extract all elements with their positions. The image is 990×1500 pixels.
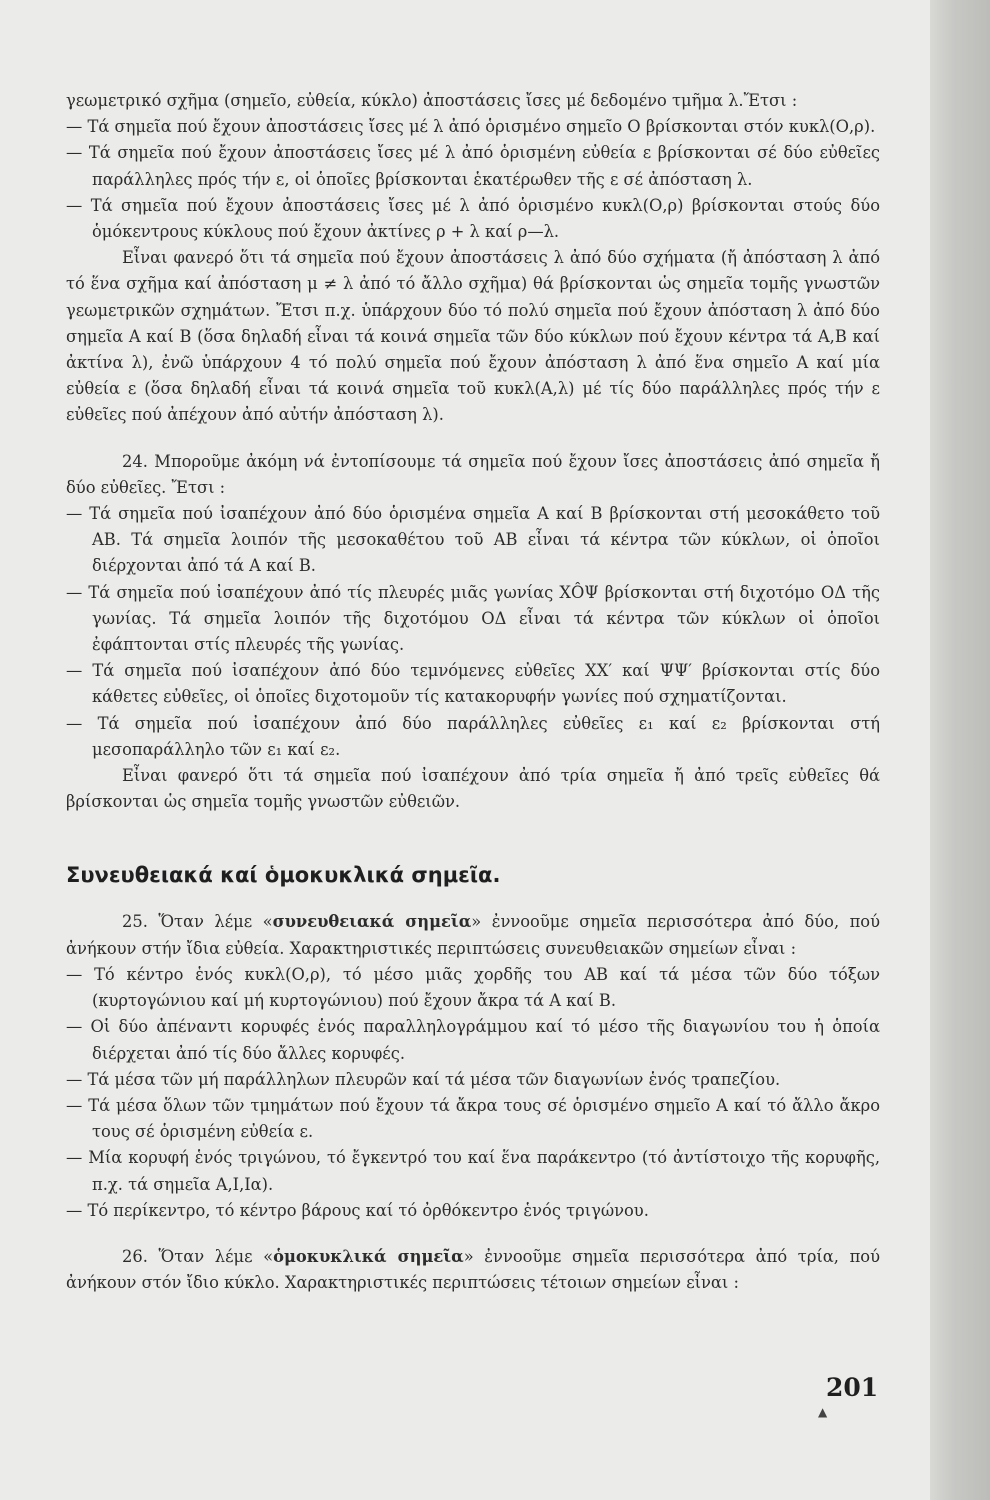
- list-item: — Τά σημεῖα πού ἔχουν ἀποστάσεις ἴσες μέ λ ἀπό ὁρισμένη εὐθεία ε βρίσκονται σέ δύο εὐθεῖες παράλληλες πρός τήν ε, οἱ ὁποῖες βρίσκονται ἑκατέρωθεν τῆς ε σέ ἀπόσταση λ.: [66, 143, 880, 189]
- scan-edge-strip: [930, 0, 990, 1500]
- text-fragment: » ἐννοοῦμε σημεῖα περισσότερα ἀπό δύο, πού ἀνήκουν στήν ἴδια εὐθεία. Χαρακτηριστικές περιπτώσεις συνευθειακῶν σημείων εἶναι :: [66, 912, 881, 958]
- list-item: — Τά μέσα ὅλων τῶν τμημάτων πού ἔχουν τά ἄκρα τους σέ ὁρισμένο σημεῖο Α καί τό ἄλλο ἄκρο τους σέ ὁρισμένη εὐθεία ε.: [66, 1095, 880, 1142]
- page-number: 201: [826, 1373, 879, 1402]
- text-fragment: » ἐννοοῦμε σημεῖα περισσότερα ἀπό τρία, πού ἀνήκουν στόν ἴδιο κύκλο. Χαρακτηριστικές περιπτώσεις τέτοιων σημείων εἶναι :: [66, 1246, 880, 1293]
- list-item: — Τό περίκεντρο, τό κέντρο βάρους καί τό ὀρθόκεντρο ἑνός τριγώνου.: [66, 1200, 649, 1220]
- list-item: — Μία κορυφή ἑνός τριγώνου, τό ἔγκεντρό του καί ἕνα παράκεντρο (τό ἀντίστοιχο τῆς κορυφῆς, π.χ. τά σημεῖα Α,Ι,Ια).: [66, 1148, 880, 1194]
- paragraph-intro: γεωμετρικό σχῆμα (σημεῖο, εὐθεία, κύκλο) ἀποστάσεις ἴσες μέ δεδομένο τμῆμα λ.Ἔτσι :: [66, 91, 798, 110]
- bold-term: συνευθειακά σημεῖα: [272, 912, 472, 932]
- text-fragment: 26. Ὅταν λέμε «: [122, 1246, 274, 1266]
- bold-term: ὁμοκυκλικά σημεῖα: [273, 1246, 464, 1266]
- paragraph-24: 24. Μποροῦμε ἀκόμη νά ἐντοπίσουμε τά σημεῖα πού ἔχουν ἴσες ἀποστάσεις ἀπό σημεῖα ἤ δύο εὐθεῖες. Ἔτσι :: [66, 451, 880, 497]
- list-item: — Τά σημεῖα πού ἔχουν ἀποστάσεις ἴσες μέ λ ἀπό ὁρισμένο σημεῖο Ο βρίσκονται στόν κυκλ(Ο,ρ).: [66, 117, 876, 137]
- paragraph-25: [66, 909, 880, 961]
- list-item: — Τά μέσα τῶν μή παράλληλων πλευρῶν καί τά μέσα τῶν διαγωνίων ἑνός τραπεζίου.: [66, 1069, 781, 1089]
- list-item: — Τά σημεῖα πού ἰσαπέχουν ἀπό τίς πλευρές μιᾶς γωνίας ΧÔΨ βρίσκονται στή διχοτόμο ΟΔ τῆς γωνίας. Τά σημεῖα λοιπόν τῆς διχοτόμου ΟΔ εἶναι τά κέντρα τῶν κύκλων οἱ ὁποῖοι ἐφάπτονται στίς πλευρές τῆς γωνίας.: [66, 582, 880, 655]
- list-item: — Τά σημεῖα πού ἰσαπέχουν ἀπό δύο ὁρισμένα σημεῖα Α καί Β βρίσκονται στή μεσοκάθετο τοῦ ΑΒ. Τά σημεῖα λοιπόν τῆς μεσοκαθέτου τοῦ ΑΒ εἶναι τά κέντρα τῶν κύκλων, οἱ ὁποῖοι διέρχονται ἀπό τά Α καί Β.: [66, 504, 880, 576]
- list-item: — Τά σημεῖα πού ἰσαπέχουν ἀπό δύο τεμνόμενες εὐθεῖες ΧΧ′ καί ΨΨ′ βρίσκονται στίς δύο κάθετες εὐθεῖες, οἱ ὁποῖες διχοτομοῦν τίς κατακορυφήν γωνίες πού σχηματίζονται.: [66, 661, 880, 707]
- list-item: — Τό κέντρο ἑνός κυκλ(Ο,ρ), τό μέσο μιᾶς χορδῆς του ΑΒ καί τά μέσα τῶν δύο τόξων (κυρτογώνιου καί μή κυρτογώνιου) πού ἔχουν ἄκρα τά Α καί Β.: [66, 964, 880, 1011]
- paragraph-26: [66, 1244, 880, 1296]
- printer-mark-icon: ▲: [818, 1405, 828, 1419]
- list-item: — Οἱ δύο ἀπέναντι κορυφές ἑνός παραλληλογράμμου καί τό μέσο τῆς διαγωνίου του ἡ ὁποία διέρχεται ἀπό τίς δύο ἄλλες κορυφές.: [66, 1017, 880, 1063]
- list-item: — Τά σημεῖα πού ἔχουν ἀποστάσεις ἴσες μέ λ ἀπό ὁρισμένο κυκλ(Ο,ρ) βρίσκονται στούς δύο ὁμόκεντρους κύκλους πού ἔχουν ἀκτίνες ρ + λ καί ρ—λ.: [66, 195, 880, 242]
- paragraph: Εἶναι φανερό ὅτι τά σημεῖα πού ἰσαπέχουν ἀπό τρία σημεῖα ἤ ἀπό τρεῖς εὐθεῖες θά βρίσκονται ὡς σημεῖα τομῆς γνωστῶν εὐθειῶν.: [66, 766, 880, 812]
- section-heading: Συνευθειακά καί ὁμοκυκλικά σημεῖα.: [66, 863, 501, 888]
- book-page-text: [66, 88, 880, 1296]
- text-fragment: 25. Ὅταν λέμε «: [122, 912, 273, 932]
- list-item: — Τά σημεῖα πού ἰσαπέχουν ἀπό δύο παράλληλες εὐθεῖες ε₁ καί ε₂ βρίσκονται στή μεσοπαράλληλο τῶν ε₁ καί ε₂.: [66, 713, 880, 759]
- paragraph: Εἶναι φανερό ὅτι τά σημεῖα πού ἔχουν ἀποστάσεις λ ἀπό δύο σχήματα (ἤ ἀπόσταση λ ἀπό τό ἕνα σχῆμα καί ἀπόσταση μ ≠ λ ἀπό τό ἄλλο σχῆμα) θά βρίσκονται ὡς σημεῖα τομῆς γνωστῶν γεωμετρικῶν σχημάτων. Ἔτσι π.χ. ὑπάρχουν δύο τό πολύ σημεῖα πού ἔχουν ἀπόσταση λ ἀπό δύο σημεῖα Α καί Β (ὅσα δηλαδή εἶναι τά κοινά σημεῖα τῶν δύο κύκλων πού ἔχουν κέντρα τά Α,Β καί ἀκτίνα λ), ἐνῶ ὑπάρχουν 4 τό πολύ σημεῖα πού ἔχουν ἀπόσταση λ ἀπό ἕνα σημεῖο Α καί μία εὐθεία ε (ὅσα δηλαδή εἶναι τά κοινά σημεῖα τοῦ κυκλ(Α,λ) μέ τίς δύο παράλληλες πρός τήν ε εὐθεῖες πού ἀπέχουν ἀπό αὐτήν ἀπόσταση λ).: [66, 248, 880, 425]
